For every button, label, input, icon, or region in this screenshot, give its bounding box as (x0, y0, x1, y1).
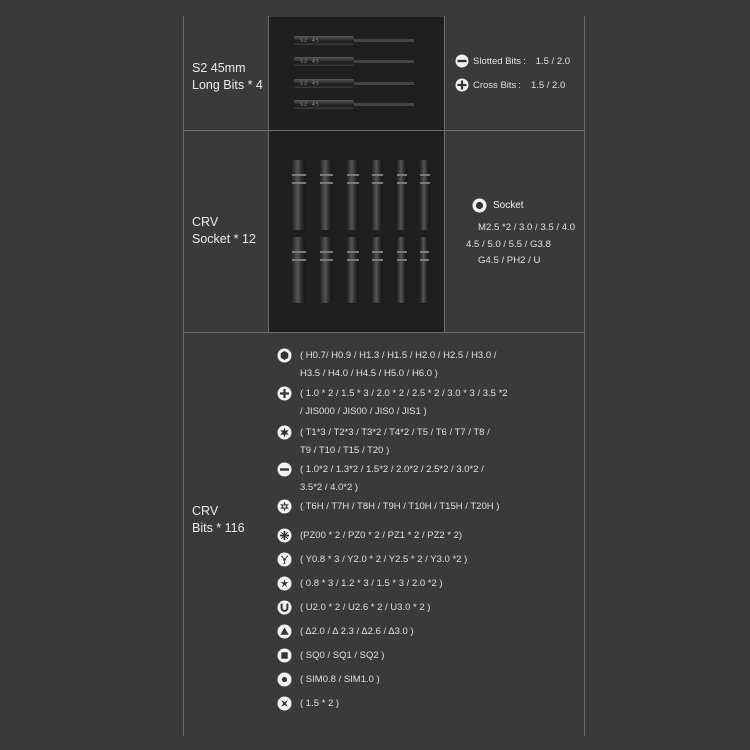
long-bit-etch-1: S2 45 (300, 38, 321, 44)
cross-bits-colon: : (518, 79, 521, 91)
long-bits-photo-bg (269, 17, 444, 130)
bit-spec-torx-security: ( T6H / T7H / T8H / T9H / T10H / T15H / T20H ) (300, 501, 500, 512)
bit-spec-u-shape: ( U2.0 * 2 / U2.6 * 2 / U3.0 * 2 ) (300, 602, 431, 613)
bit-spec-tri-wing: ( Y0.8 * 3 / Y2.0 * 2 / Y2.5 * 2 / Y3.0 *2 ) (300, 554, 468, 565)
socket-band (320, 251, 333, 253)
socket-top-4 (372, 160, 383, 230)
socket-top-2 (320, 160, 333, 230)
socket-sizes-line1: M2.5 *2 / 3.0 / 3.5 / 4.0 (478, 222, 576, 233)
list-item (277, 623, 414, 641)
cross-bits-spec (455, 78, 565, 92)
socket-band (347, 251, 359, 253)
socket-band (347, 182, 359, 184)
socket-bottom-3 (347, 237, 359, 303)
socket-bottom-6 (420, 237, 429, 303)
column-divider-right-mid (444, 130, 445, 332)
long-bit-2 (294, 57, 354, 66)
socket-label (192, 214, 256, 248)
socket-sizes (466, 220, 576, 270)
triangle-icon (277, 624, 292, 639)
bits-label-line2: Bits * 116 (192, 521, 245, 535)
slotted-bits-value: 1.5 / 2.0 (535, 55, 571, 67)
tri-wing-icon (277, 552, 292, 567)
list-item (277, 671, 380, 689)
bit-spec-pentalobe: ( 0.8 * 3 / 1.2 * 3 / 1.5 * 3 / 2.0 *2 ) (300, 578, 443, 589)
socket-band (372, 251, 383, 253)
slotted-bits-colon: : (523, 55, 526, 67)
list-item (277, 424, 490, 460)
list-item (277, 461, 484, 497)
cross-icon (455, 78, 469, 92)
list-item (277, 347, 496, 383)
slotted-bits-name: Slotted Bits (473, 55, 522, 67)
socket-top-1 (292, 160, 306, 230)
socket-band (420, 174, 430, 176)
cross-bits-value: 1.5 / 2.0 (530, 79, 566, 91)
list-item (277, 599, 430, 617)
bit-spec-triangle: ( Δ2.0 / Δ 2.3 / Δ2.6 / Δ3.0 ) (300, 626, 414, 637)
long-bit-etch-4: S2 45 (300, 102, 321, 108)
bit-spec-sim-pin: ( SIM0.8 / SIM1.0 ) (300, 674, 380, 685)
socket-band (372, 259, 383, 261)
socket-band (397, 174, 407, 176)
long-bits-label (192, 60, 263, 94)
square-icon (277, 648, 292, 663)
list-item (277, 385, 508, 421)
column-divider-right-top (444, 16, 445, 132)
pozidriv-icon (277, 528, 292, 543)
bit-spec-square: ( SQ0 / SQ1 / SQ2 ) (300, 650, 385, 661)
socket-top-5 (397, 160, 407, 230)
hex-icon (277, 348, 292, 363)
slotted-icon (277, 462, 292, 477)
socket-label-line2: Socket * 12 (192, 232, 256, 246)
bit-spec-hex: ( H0.7/ H0.9 / H1.3 / H1.5 / H2.0 / H2.5 / H3.0 / H3.5 / H4.0 / H4.5 / H5.0 / H6.0 ) (300, 350, 497, 379)
socket-band (320, 259, 333, 261)
bit-spec-slotted: ( 1.0*2 / 1.3*2 / 1.5*2 / 2.0*2 / 2.5*2 / 3.0*2 / 3.5*2 / 4.0*2 ) (300, 464, 484, 493)
socket-heading-text: Socket (493, 200, 524, 211)
four-point-icon (277, 696, 292, 711)
socket-bottom-4 (372, 237, 383, 303)
list-item (277, 498, 499, 516)
list-item (277, 551, 467, 569)
socket-band (397, 182, 407, 184)
socket-sizes-line2: 4.5 / 5.0 / 5.5 / G3.8 (466, 238, 551, 250)
list-item (277, 527, 462, 545)
socket-heading (472, 198, 524, 213)
long-bit-etch-2: S2 45 (300, 59, 321, 65)
socket-band (372, 174, 383, 176)
socket-band (397, 259, 407, 261)
list-item (277, 695, 339, 713)
pentalobe-icon (277, 576, 292, 591)
socket-band (347, 174, 359, 176)
bit-spec-pozidriv: (PZ00 * 2 / PZ0 * 2 / PZ1 * 2 / PZ2 * 2) (300, 530, 463, 541)
socket-band (420, 251, 429, 253)
bits-label (192, 503, 245, 537)
sim-pin-icon (277, 672, 292, 687)
socket-bottom-5 (397, 237, 407, 303)
list-item (277, 575, 443, 593)
long-bit-1 (294, 36, 354, 45)
socket-bottom-1 (292, 237, 306, 303)
cross-icon (277, 386, 292, 401)
socket-band (292, 174, 306, 176)
socket-band (320, 174, 333, 176)
socket-icon (472, 198, 487, 213)
long-bits-label-line1: S2 45mm (192, 61, 246, 75)
socket-band (292, 259, 306, 261)
list-item (277, 647, 384, 665)
socket-band (320, 182, 333, 184)
socket-band (420, 259, 429, 261)
slotted-bits-spec (455, 54, 570, 68)
long-bits-label-line2: Long Bits * 4 (192, 78, 263, 92)
socket-top-3 (347, 160, 359, 230)
long-bit-3 (294, 79, 354, 88)
long-bit-4 (294, 100, 354, 109)
torx-icon (277, 425, 292, 440)
socket-band (420, 182, 430, 184)
bits-label-line1: CRV (192, 504, 219, 518)
divider-socket (183, 332, 585, 333)
socket-sizes-line3: G4.5 / PH2 / U (478, 255, 541, 266)
socket-top-6 (420, 160, 430, 230)
torx-security-icon (277, 499, 292, 514)
long-bit-etch-3: S2 45 (300, 81, 321, 87)
socket-bottom-2 (320, 237, 333, 303)
socket-label-line1: CRV (192, 215, 219, 229)
slotted-icon (455, 54, 469, 68)
cross-bits-name: Cross Bits (473, 79, 517, 91)
socket-band (372, 182, 383, 184)
u-shape-icon (277, 600, 292, 615)
bit-spec-four-point: ( 1.5 * 2 ) (300, 698, 340, 709)
bit-spec-cross: ( 1.0 * 2 / 1.5 * 3 / 2.0 * 2 / 2.5 * 2 / 3.0 * 3 / 3.5 *2 / JIS000 / JIS00 / JIS0 / JIS1 ) (300, 388, 508, 417)
socket-band (397, 251, 407, 253)
bit-spec-torx: ( T1*3 / T2*3 / T3*2 / T4*2 / T5 / T6 / T7 / T8 / T9 / T10 / T15 / T20 ) (300, 427, 490, 456)
socket-band (347, 259, 359, 261)
socket-band (292, 182, 306, 184)
socket-band (292, 251, 306, 253)
